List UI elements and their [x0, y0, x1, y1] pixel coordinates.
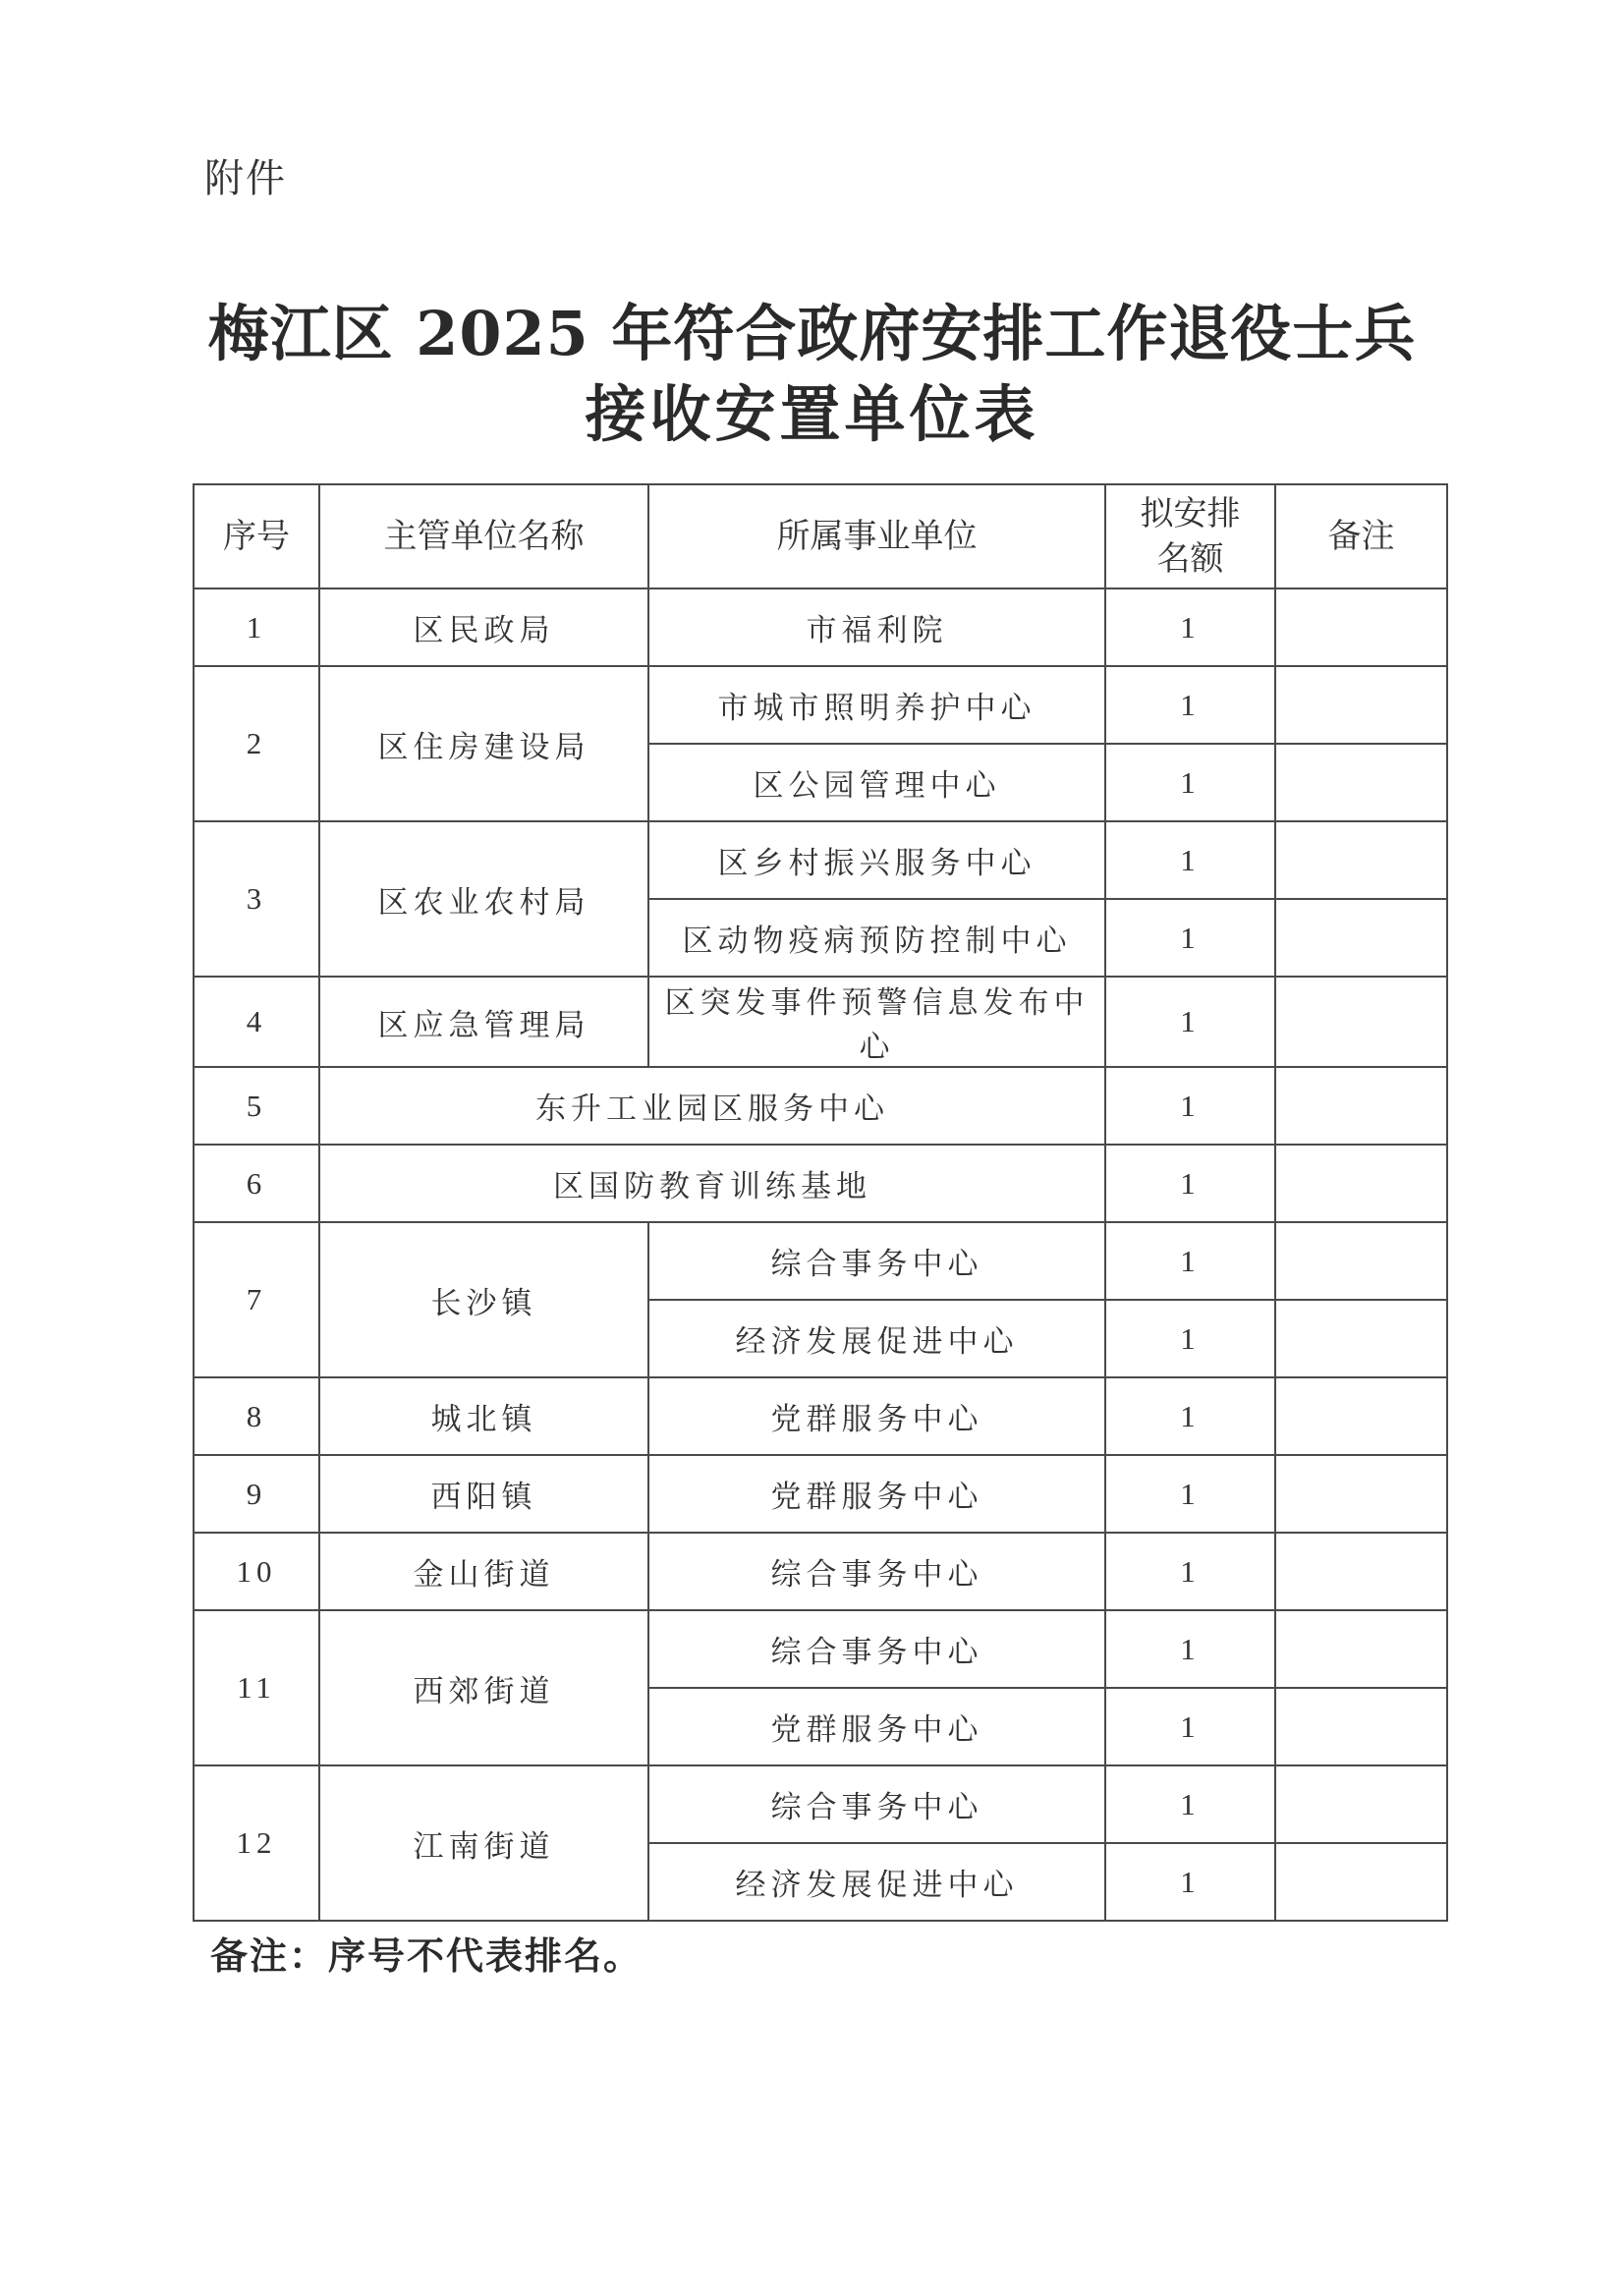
remark-cell [1275, 1455, 1447, 1533]
table-row [194, 1610, 1447, 1688]
unit-name: 区乡村振兴服务中心 [648, 821, 1105, 899]
quota-cell: 1 [1105, 1300, 1275, 1377]
header-dept: 主管单位名称 [319, 484, 648, 588]
unit-name: 党群服务中心 [648, 1688, 1105, 1765]
dept-name: 区应急管理局 [319, 977, 648, 1067]
row-number: 12 [194, 1765, 319, 1921]
row-number: 6 [194, 1145, 319, 1222]
row-number: 5 [194, 1067, 319, 1145]
row-number: 3 [194, 821, 319, 977]
unit-name: 区突发事件预警信息发布中心 [648, 977, 1105, 1067]
unit-name: 经济发展促进中心 [648, 1300, 1105, 1377]
dept-name: 城北镇 [319, 1377, 648, 1455]
remark-cell [1275, 588, 1447, 666]
table-row [194, 977, 1447, 1067]
remark-cell [1275, 821, 1447, 899]
table-row [194, 666, 1447, 744]
unit-name: 党群服务中心 [648, 1455, 1105, 1533]
table-row [194, 588, 1447, 666]
table-row [194, 1377, 1447, 1455]
dept-name: 金山街道 [319, 1533, 648, 1610]
quota-cell: 1 [1105, 977, 1275, 1067]
remark-cell [1275, 1610, 1447, 1688]
remark-cell [1275, 1843, 1447, 1921]
quota-cell: 1 [1105, 1455, 1275, 1533]
quota-cell: 1 [1105, 821, 1275, 899]
merged-unit-name: 区国防教育训练基地 [319, 1145, 1105, 1222]
table-body [194, 588, 1447, 1921]
quota-cell: 1 [1105, 744, 1275, 821]
title-line-1: 梅江区 2025 年符合政府安排工作退役士兵 [207, 298, 1417, 369]
header-quota-line1: 拟安排 [1140, 494, 1241, 533]
remark-cell [1275, 1377, 1447, 1455]
row-number: 11 [194, 1610, 319, 1765]
table-row [194, 1533, 1447, 1610]
footnote: 备注：序号不代表排名。 [210, 1934, 644, 1978]
table-row [194, 1067, 1447, 1145]
quota-cell: 1 [1105, 1222, 1275, 1300]
dept-name: 区住房建设局 [319, 666, 648, 821]
remark-cell [1275, 744, 1447, 821]
table-row [194, 1145, 1447, 1222]
unit-name: 经济发展促进中心 [648, 1843, 1105, 1921]
row-number: 4 [194, 977, 319, 1067]
unit-name: 综合事务中心 [648, 1610, 1105, 1688]
quota-cell: 1 [1105, 899, 1275, 977]
remark-cell [1275, 1688, 1447, 1765]
header-no: 序号 [194, 484, 319, 588]
quota-cell: 1 [1105, 1843, 1275, 1921]
table-row [194, 1455, 1447, 1533]
table-row [194, 1765, 1447, 1843]
remark-cell [1275, 977, 1447, 1067]
merged-unit-name: 东升工业园区服务中心 [319, 1067, 1105, 1145]
remark-cell [1275, 1533, 1447, 1610]
remark-cell [1275, 666, 1447, 744]
quota-cell: 1 [1105, 588, 1275, 666]
unit-name: 党群服务中心 [648, 1377, 1105, 1455]
unit-name: 区动物疫病预防控制中心 [648, 899, 1105, 977]
remark-cell [1275, 1222, 1447, 1300]
quota-cell: 1 [1105, 666, 1275, 744]
placement-table [193, 483, 1448, 1922]
row-number: 1 [194, 588, 319, 666]
dept-name: 西阳镇 [319, 1455, 648, 1533]
unit-name: 市福利院 [648, 588, 1105, 666]
header-unit: 所属事业单位 [648, 484, 1105, 588]
quota-cell: 1 [1105, 1145, 1275, 1222]
row-number: 10 [194, 1533, 319, 1610]
dept-name: 长沙镇 [319, 1222, 648, 1377]
title-line-2: 接收安置单位表 [585, 378, 1039, 450]
dept-name: 西郊街道 [319, 1610, 648, 1765]
table-row [194, 821, 1447, 899]
header-quota-line2: 名额 [1156, 539, 1224, 579]
table-header-row [194, 484, 1447, 588]
row-number: 9 [194, 1455, 319, 1533]
dept-name: 江南街道 [319, 1765, 648, 1921]
quota-cell: 1 [1105, 1533, 1275, 1610]
unit-name: 综合事务中心 [648, 1533, 1105, 1610]
unit-name: 区公园管理中心 [648, 744, 1105, 821]
quota-cell: 1 [1105, 1610, 1275, 1688]
remark-cell [1275, 1300, 1447, 1377]
remark-cell [1275, 1765, 1447, 1843]
remark-cell [1275, 1067, 1447, 1145]
dept-name: 区民政局 [319, 588, 648, 666]
header-quota [1105, 484, 1275, 588]
row-number: 8 [194, 1377, 319, 1455]
quota-cell: 1 [1105, 1765, 1275, 1843]
remark-cell [1275, 899, 1447, 977]
table-row [194, 1222, 1447, 1300]
dept-name: 区农业农村局 [319, 821, 648, 977]
attachment-label: 附件 [204, 156, 287, 201]
remark-cell [1275, 1145, 1447, 1222]
header-remark: 备注 [1275, 484, 1447, 588]
unit-name: 市城市照明养护中心 [648, 666, 1105, 744]
quota-cell: 1 [1105, 1067, 1275, 1145]
unit-name: 综合事务中心 [648, 1765, 1105, 1843]
unit-name: 综合事务中心 [648, 1222, 1105, 1300]
quota-cell: 1 [1105, 1377, 1275, 1455]
row-number: 2 [194, 666, 319, 821]
row-number: 7 [194, 1222, 319, 1377]
quota-cell: 1 [1105, 1688, 1275, 1765]
